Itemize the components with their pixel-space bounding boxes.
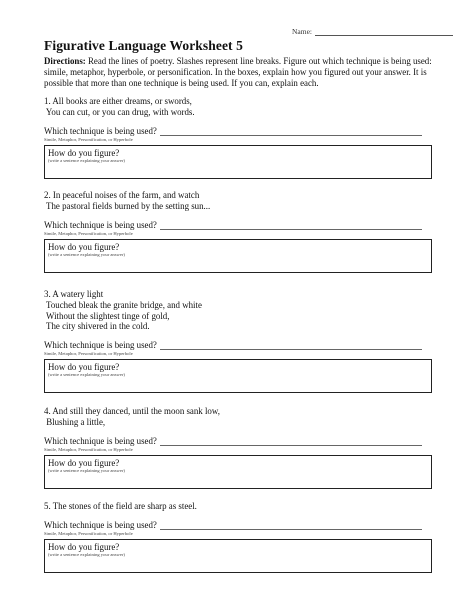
directions	[44, 56, 434, 90]
technique-prompt: Which technique is being used?	[44, 519, 157, 530]
technique-answer-line[interactable]	[160, 127, 422, 136]
technique-answer-line[interactable]	[160, 221, 422, 230]
technique-hint: Simile, Metaphor, Personification, or Hyperbole	[44, 530, 133, 536]
question-2	[44, 190, 434, 273]
question-5-text: 5. The stones of the field are sharp as steel.	[44, 501, 197, 511]
technique-hint: Simile, Metaphor, Personification, or Hyperbole	[44, 351, 133, 357]
figure-hint: (write a sentence explaining your answer)	[48, 551, 125, 557]
worksheet-title: Figurative Language Worksheet 5	[44, 38, 243, 53]
question-2-text: 2. In peaceful noises of the farm, and watch The pastoral fields burned by the setting sun...	[44, 190, 211, 211]
technique-row	[44, 126, 434, 136]
technique-answer-line[interactable]	[160, 437, 422, 446]
explanation-box[interactable]	[44, 359, 432, 393]
question-5	[44, 501, 434, 573]
technique-prompt: Which technique is being used?	[44, 340, 157, 351]
figure-hint: (write a sentence explaining your answer)	[48, 157, 125, 163]
technique-prompt: Which technique is being used?	[44, 435, 157, 446]
technique-hint: Simile, Metaphor, Personification, or Hyperbole	[44, 446, 133, 452]
name-label: Name:	[292, 27, 312, 36]
technique-prompt: Which technique is being used?	[44, 219, 157, 230]
figure-prompt: How do you figure?	[48, 147, 120, 158]
technique-row	[44, 436, 434, 446]
question-1	[44, 96, 434, 179]
question-3	[44, 289, 434, 393]
name-field	[292, 27, 453, 36]
technique-prompt: Which technique is being used?	[44, 125, 157, 136]
question-4-text: 4. And still they danced, until the moon sank low, Blushing a little,	[44, 406, 220, 427]
figure-prompt: How do you figure?	[48, 541, 120, 552]
technique-hint: Simile, Metaphor, Personification, or Hyperbole	[44, 230, 133, 236]
technique-hint: Simile, Metaphor, Personification, or Hyperbole	[44, 136, 133, 142]
explanation-box[interactable]	[44, 239, 432, 273]
directions-text: Read the lines of poetry. Slashes represent line breaks. Figure out which technique is being used: simile, metaphor, hyperbole, or personification. In the boxes, explain how you figured out your answer. It is possible that more than one technique is being used. If you can, explain each.	[44, 56, 432, 89]
figure-hint: (write a sentence explaining your answer)	[48, 251, 125, 257]
name-blank-line[interactable]	[315, 27, 453, 36]
technique-answer-line[interactable]	[160, 341, 422, 350]
directions-label: Directions:	[44, 56, 86, 66]
figure-prompt: How do you figure?	[48, 241, 120, 252]
technique-row	[44, 520, 434, 530]
explanation-box[interactable]	[44, 539, 432, 573]
figure-prompt: How do you figure?	[48, 457, 120, 468]
figure-hint: (write a sentence explaining your answer)	[48, 467, 125, 473]
explanation-box[interactable]	[44, 145, 432, 179]
technique-row	[44, 340, 434, 350]
technique-row	[44, 220, 434, 230]
question-4	[44, 406, 434, 489]
technique-answer-line[interactable]	[160, 521, 422, 530]
explanation-box[interactable]	[44, 455, 432, 489]
figure-prompt: How do you figure?	[48, 362, 120, 373]
question-1-text: 1. All books are either dreams, or swords, You can cut, or you can drug, with words.	[44, 96, 195, 117]
figure-hint: (write a sentence explaining your answer)	[48, 372, 125, 378]
question-3-text: 3. A watery light Touched bleak the granite bridge, and white Without the slightest tinge of gold, The city shivered in the cold.	[44, 289, 202, 332]
